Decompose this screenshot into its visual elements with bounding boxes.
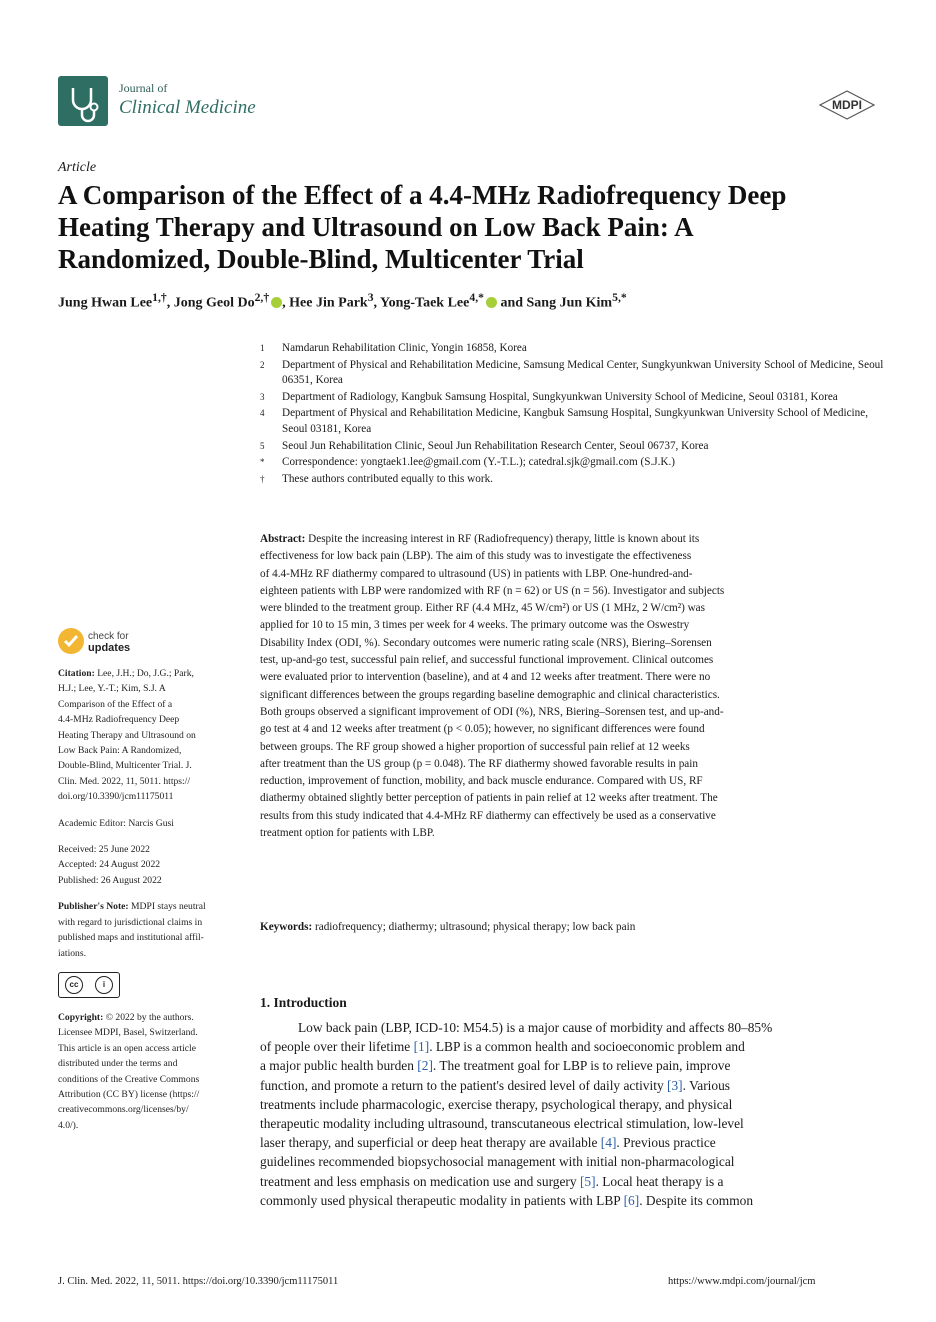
affiliation-mark: 4 xyxy=(260,408,265,419)
reference-link[interactable]: [5] xyxy=(579,1173,596,1189)
author-sup: 1,† xyxy=(152,291,167,304)
article-sidebar xyxy=(58,666,241,1144)
keywords-text: radiofrequency; diathermy; ultrasound; physical therapy; low back pain xyxy=(315,921,636,933)
copyright-line: Licensee MDPI, Basel, Switzerland. xyxy=(58,1027,198,1039)
affiliation-text: Department of Physical and Rehabilitation Medicine, Samsung Medical Center, Sungkyunkwan University School of Medicine, Seoul 06351, Korea xyxy=(282,358,884,387)
orcid-icon[interactable] xyxy=(486,297,497,308)
abstract-line: effectiveness for low back pain (LBP). The aim of this study was to investigate the effectiveness xyxy=(260,550,692,563)
abstract-line: eighteen patients with LBP were randomized with RF (n = 62) or US (n = 56). Investigator and subjects xyxy=(260,584,725,597)
abstract-line: results from this study indicated that 4.4-MHz RF diathermy can effectively be used as a conservative xyxy=(260,809,716,822)
abstract-line: Despite the increasing interest in RF (Radiofrequency) therapy, little is known about its xyxy=(308,533,700,545)
publisher-note xyxy=(58,899,241,961)
accepted-date: Accepted: 24 August 2022 xyxy=(58,859,161,871)
abstract-line: test, up-and-go test, successful pain relief, and successful functional improvement. Clinical outcomes xyxy=(260,654,714,667)
reference-link[interactable]: [4] xyxy=(600,1135,617,1151)
cc-by-license-badge[interactable] xyxy=(58,972,120,998)
publisher-note-label: Publisher's Note: xyxy=(58,901,129,913)
abstract-line: Disability Index (ODI, %). Secondary outcomes were numeric rating scale (NRS), Biering–Sorensen xyxy=(260,636,712,649)
affiliation-mark: 2 xyxy=(260,359,265,370)
footer-journal-url[interactable]: https://www.mdpi.com/journal/jcm xyxy=(668,1276,816,1287)
title-line: Heating Therapy and Ultrasound on Low Back Pain: A xyxy=(58,212,694,242)
body-text: . Various xyxy=(682,1077,730,1093)
affiliation-item xyxy=(260,358,885,389)
affiliation-item xyxy=(260,406,885,437)
affiliation-list xyxy=(260,341,885,488)
affiliation-text: Namdarun Rehabilitation Clinic, Yongin 16858, Korea xyxy=(282,342,527,354)
abstract-line: were evaluated prior to intervention (baseline), and at 4 and 12 weeks after treatment. There were no xyxy=(260,671,711,684)
journal-logo xyxy=(58,76,108,126)
body-text: . LBP is a common health and socioeconomic problem and xyxy=(429,1039,745,1055)
title-line: Randomized, Double-Blind, Multicenter Trial xyxy=(58,244,584,274)
abstract-line: applied for 10 to 15 min, 3 times per week for 4 weeks. The primary outcome was the Oswestry xyxy=(260,619,690,632)
check-for-updates-icon[interactable] xyxy=(58,628,84,654)
dates-block xyxy=(58,842,241,888)
body-text: commonly used physical therapeutic modality in patients with LBP xyxy=(260,1192,624,1208)
abstract-line: go test at 4 and 12 weeks after treatment (p < 0.05); however, no significant differences were found xyxy=(260,723,705,736)
body-line xyxy=(260,1172,880,1191)
copyright-line: This article is an open access article xyxy=(58,1042,196,1054)
copyright-line: 4.0/). xyxy=(58,1119,79,1131)
affiliation-text: These authors contributed equally to this work. xyxy=(282,472,493,485)
copyright-line: Attribution (CC BY) license (https:// xyxy=(58,1088,200,1100)
mdpi-logo-text: MDPI xyxy=(832,98,862,112)
article-type: Article xyxy=(58,160,97,175)
copyright-license-link[interactable]: creativecommons.org/licenses/by/ xyxy=(58,1104,189,1116)
abstract-line: between groups. The RF group showed a higher proportion of successful pain relief at 12 weeks xyxy=(260,740,690,753)
mdpi-logo[interactable] xyxy=(818,90,876,120)
body-line xyxy=(260,1076,880,1095)
copyright-line: © 2022 by the authors. xyxy=(105,1011,194,1023)
copyright-line: distributed under the terms and xyxy=(58,1058,178,1070)
body-line xyxy=(260,1037,880,1056)
body-text: function, and promote a return to the patient's desired level of daily activity xyxy=(260,1077,667,1093)
affiliation-text: Department of Radiology, Kangbuk Samsung Hospital, Sungkyunkwan University School of Medicine, Seoul 03181, Korea xyxy=(282,390,838,403)
abstract-line: diathermy obtained slightly better perception of patients in pain relief at 12 weeks after treatment. The xyxy=(260,792,718,805)
body-text: . Previous practice xyxy=(616,1135,716,1151)
section-heading-introduction: 1. Introduction xyxy=(260,995,347,1010)
keywords-label: Keywords: xyxy=(260,921,313,933)
reference-link[interactable]: [2] xyxy=(417,1058,433,1074)
abstract-line: significant differences between the groups regarding baseline demographic and clinical characteristics. xyxy=(260,688,720,701)
affiliation-item xyxy=(260,341,885,357)
affiliation-text: Department of Physical and Rehabilitation Medicine, Kangbuk Samsung Hospital, Sungkyunkwan University School of Medicine, Seoul 03181, Korea xyxy=(282,407,869,435)
publisher-note-line: published maps and institutional affil- xyxy=(58,932,204,944)
citation-line: Heating Therapy and Ultrasound on xyxy=(58,729,196,741)
cc-icon: cc xyxy=(65,976,83,994)
orcid-icon[interactable] xyxy=(271,297,282,308)
affiliation-mark: 1 xyxy=(260,343,265,353)
footer-citation[interactable]: J. Clin. Med. 2022, 11, 5011. https://doi.org/10.3390/jcm11175011 xyxy=(58,1276,339,1287)
check-for-updates-label[interactable]: check for xyxy=(88,631,129,642)
abstract-line: of 4.4-MHz RF diathermy compared to ultrasound (US) in patients with LBP. One-hundred-and- xyxy=(260,567,693,580)
citation-line: Comparison of the Effect of a xyxy=(58,698,173,710)
copyright-block xyxy=(58,1010,241,1133)
attribution-icon: i xyxy=(95,976,113,994)
author-sup: 2,† xyxy=(254,291,270,304)
affiliation-text: Seoul Jun Rehabilitation Clinic, Seoul Jun Rehabilitation Research Center, Seoul 06737, Korea xyxy=(282,439,709,452)
body-line xyxy=(260,1133,880,1152)
author-sup: 3 xyxy=(367,291,374,304)
title-line: A Comparison of the Effect of a 4.4-MHz Radiofrequency Deep xyxy=(58,180,787,210)
keywords xyxy=(260,919,880,936)
abstract-line: treatment option for patients with LBP. xyxy=(260,827,435,840)
body-line xyxy=(260,1191,880,1210)
abstract-line: were blinded to the treatment group. Either RF (4.4 MHz, 45 W/cm²) or US (1 MHz, 2 W/cm²) was xyxy=(260,602,705,615)
author-name[interactable]: , Hee Jin Park xyxy=(282,295,368,311)
stethoscope-icon xyxy=(58,76,108,126)
citation-doi-link[interactable]: doi.org/10.3390/jcm11175011 xyxy=(58,791,174,803)
publisher-note-line: iations. xyxy=(58,947,86,959)
reference-link[interactable]: [6] xyxy=(623,1192,640,1208)
received-date: Received: 25 June 2022 xyxy=(58,844,150,856)
abstract-line: reduction, improvement of function, mobility, and back muscle endurance. Compared with US, RF xyxy=(260,775,703,788)
body-text: . Despite its common xyxy=(639,1192,754,1208)
checkmark-icon xyxy=(58,628,84,654)
copyright-line: conditions of the Creative Commons xyxy=(58,1073,200,1085)
body-line: Low back pain (LBP, ICD-10: M54.5) is a major cause of morbidity and affects 80–85% xyxy=(298,1020,773,1035)
publisher-note-line: with regard to jurisdictional claims in xyxy=(58,916,203,928)
author-name[interactable]: and Sang Jun Kim xyxy=(496,295,613,311)
article-title xyxy=(58,179,898,275)
body-line: guidelines recommended biopsychosocial management with initial non-pharmacological xyxy=(260,1154,735,1170)
copyright-label: Copyright: xyxy=(58,1011,104,1023)
body-text: . Local heat therapy is a xyxy=(595,1173,724,1189)
citation-line: H.J.; Lee, Y.-T.; Kim, S.J. A xyxy=(58,683,166,695)
body-text: . The treatment goal for LBP is to relieve pain, improve xyxy=(432,1058,731,1074)
author-name[interactable]: , Yong-Taek Lee xyxy=(373,295,470,311)
affiliation-item xyxy=(260,390,885,406)
introduction-paragraph xyxy=(260,1018,880,1210)
affiliation-item xyxy=(260,439,885,455)
citation-block xyxy=(58,666,241,805)
affiliation-mark: 3 xyxy=(260,391,265,402)
citation-line: Double-Blind, Multicenter Trial. J. xyxy=(58,760,192,772)
body-text: treatment and less emphasis on medication use and surgery xyxy=(260,1173,580,1189)
academic-editor: Academic Editor: Narcis Gusi xyxy=(58,817,174,829)
abstract-label: Abstract: xyxy=(260,533,306,545)
affiliation-mark: * xyxy=(260,457,265,468)
citation-label: Citation: xyxy=(58,668,95,679)
author-sup: 5,* xyxy=(612,291,627,304)
body-text: of people over their lifetime xyxy=(260,1039,414,1055)
reference-link[interactable]: [3] xyxy=(666,1077,683,1093)
body-line: treatments include pharmacologic, exercise therapy, psychological therapy, and physical xyxy=(260,1096,733,1112)
author-name[interactable]: Jung Hwan Lee xyxy=(58,295,153,311)
body-line xyxy=(260,1056,880,1075)
body-text: a major public health burden xyxy=(260,1058,418,1074)
citation-line: 4.4-MHz Radiofrequency Deep xyxy=(58,714,180,726)
citation-line: Lee, J.H.; Do, J.G.; Park, xyxy=(97,668,194,679)
abstract-line: after treatment than the US group (p = 0.048). The RF diathermy showed favorable results in pain xyxy=(260,757,698,770)
body-text: laser therapy, and superficial or deep heat therapy are available xyxy=(260,1135,601,1151)
correspondence-item xyxy=(260,455,885,471)
abstract-line: Both groups observed a significant improvement of ODI (%), NRS, Biering–Sorensen test, and up-and- xyxy=(260,705,724,718)
author-name[interactable]: , Jong Geol Do xyxy=(166,295,255,311)
author-list xyxy=(58,289,898,313)
journal-name: Clinical Medicine xyxy=(119,97,256,118)
publisher-note-line: MDPI stays neutral xyxy=(131,901,206,913)
author-sup: 4,* xyxy=(469,291,484,304)
published-date: Published: 26 August 2022 xyxy=(58,874,162,886)
reference-link[interactable]: [1] xyxy=(413,1039,430,1055)
body-line: therapeutic modality including ultrasound, transcutaneous electrical stimulation, low-level xyxy=(260,1116,744,1132)
equal-contribution-note xyxy=(260,472,885,488)
affiliation-mark: † xyxy=(260,473,265,484)
citation-line: Low Back Pain: A Randomized, xyxy=(58,745,182,757)
check-for-updates-label-bold[interactable]: updates xyxy=(88,642,131,654)
citation-line: Clin. Med. 2022, 11, 5011. https:// xyxy=(58,775,191,787)
journal-of-label: Journal of xyxy=(119,81,168,95)
affiliation-text[interactable]: Correspondence: yongtaek1.lee@gmail.com (Y.-T.L.); catedral.sjk@gmail.com (S.J.K.) xyxy=(282,456,675,469)
affiliation-mark: 5 xyxy=(260,440,265,451)
abstract xyxy=(260,531,880,842)
